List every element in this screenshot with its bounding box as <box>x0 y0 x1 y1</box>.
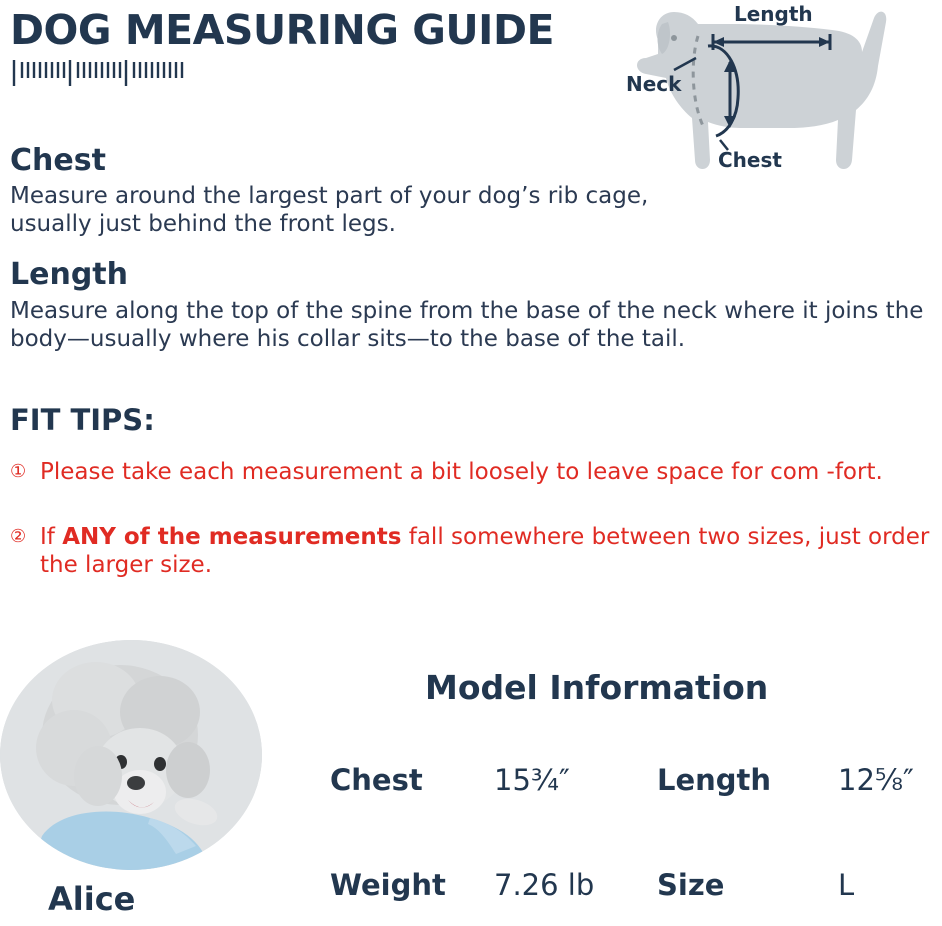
fit-tip-2-text-before: If <box>40 524 63 550</box>
spec-value-length: 12⅝″ <box>838 763 914 797</box>
fit-tip-2-number: ② <box>10 526 27 547</box>
section-heading-length: Length <box>10 257 128 292</box>
spec-label-size: Size <box>657 868 725 902</box>
spec-label-chest: Chest <box>330 763 423 797</box>
fit-tip-2-text-after: fall somewhere between two sizes, just order the larger size. <box>40 524 930 579</box>
diagram-label-chest: Chest <box>718 148 782 172</box>
section-body-chest: Measure around the largest part of your dog’s rib cage, usually just behind the front legs. <box>10 183 649 238</box>
page-title: DOG MEASURING GUIDE <box>10 6 554 54</box>
fit-tip-1-text: Please take each measurement a bit loosely to leave space for com -fort. <box>40 459 883 485</box>
fit-tip-2-emphasis: ANY of the measurements <box>62 524 402 550</box>
ruler-icon <box>12 58 190 88</box>
fit-tip-2 <box>10 523 940 579</box>
section-heading-chest: Chest <box>10 143 106 178</box>
model-name: Alice <box>48 880 136 918</box>
spec-value-chest: 15¾″ <box>494 763 570 797</box>
spec-label-weight: Weight <box>330 868 446 902</box>
diagram-label-length: Length <box>734 2 813 26</box>
spec-value-weight: 7.26 lb <box>494 868 595 902</box>
spec-label-length: Length <box>657 763 772 797</box>
spec-value-size: L <box>838 868 855 902</box>
diagram-label-neck: Neck <box>626 72 682 96</box>
fit-tips-heading: FIT TIPS: <box>10 403 155 437</box>
section-body-length: Measure along the top of the spine from the base of the neck where it joins the body—usually where his collar sits—to the base of the tail. <box>10 298 924 353</box>
model-info-title: Model Information <box>425 668 769 707</box>
model-photo <box>0 640 262 870</box>
fit-tip-2-text <box>40 523 940 579</box>
fit-tip-1 <box>10 458 940 486</box>
fit-tip-1-number: ① <box>10 461 27 482</box>
